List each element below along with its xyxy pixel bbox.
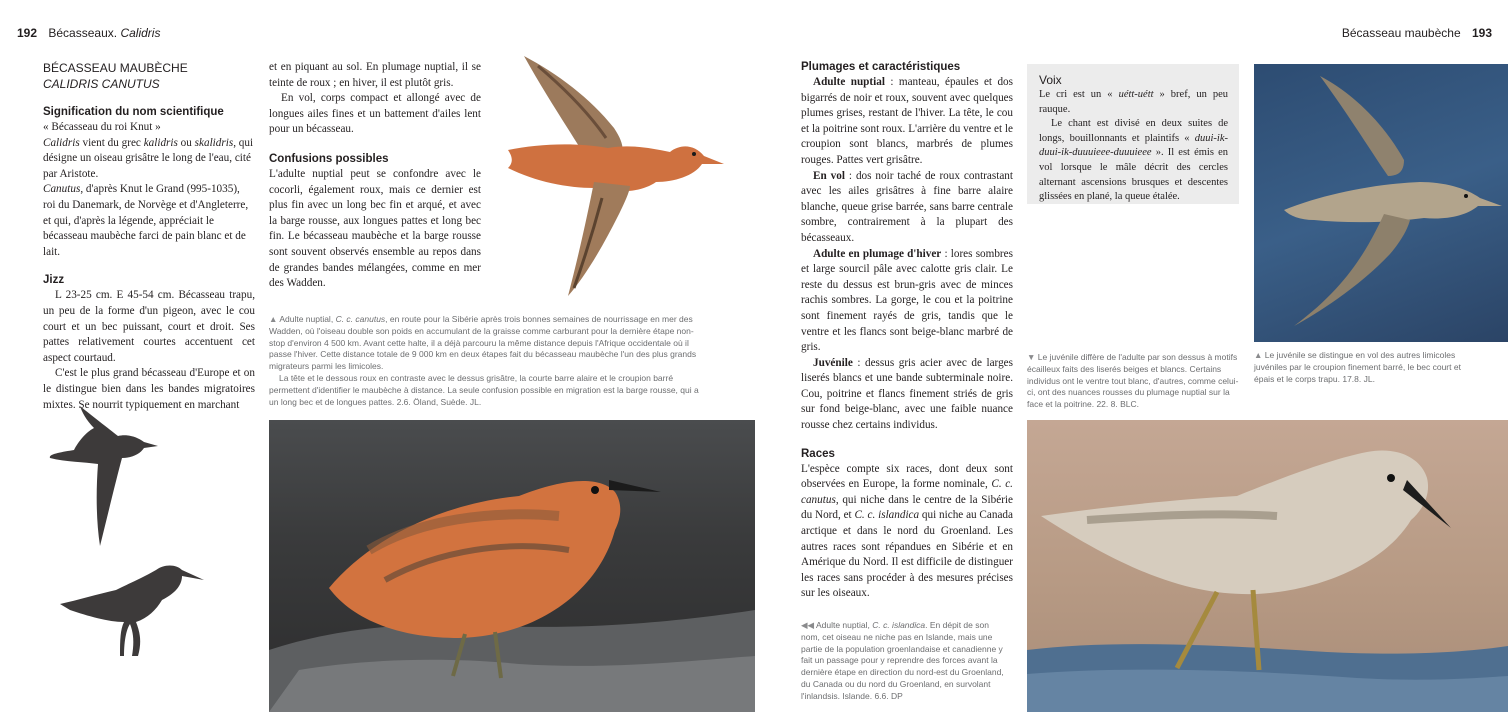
races-heading: Races — [801, 447, 835, 460]
voix-heading: Voix — [1039, 73, 1062, 87]
left-running-title: Bécasseaux. — [48, 26, 118, 40]
islandica-caption: ◀◀ Adulte nuptial, C. c. islandica. En dépit de son nom, cet oiseau ne niche pas en Islande, mais une partie de la population groenlandaise et canadienne y fait un passage pour y reprendre des forces avant la dernière étape en direction du nord-est du Groenland, du Canada ou du nord du Groenland, en survolant l'inlandsis. Islande. 6.6. DP — [801, 620, 1004, 701]
jizz-p2: C'est le plus grand bécasseau d'Europe et on le distingue bien dans les bandes migratoires mixtes. Se nourrit typiquement en marchant — [43, 367, 255, 411]
jizz-continued — [269, 60, 481, 138]
right-running-title: Bécasseau maubèche — [1341, 26, 1461, 40]
second-column — [269, 60, 481, 292]
left-page-header — [17, 26, 160, 40]
voix-text: Le cri est un « uétt-uétt » bref, un peu rauque. Le chant est divisé en deux suites de longs, bouillonnants et plaintifs « duui-ik-duui-ik-duuuieee-duuuieee ». Il est émis en vol lorsque le mâle décrit des cercles alternant ascensions brusques et descentes glissées en plané, la queue étalée. — [1039, 89, 1228, 203]
species-latin: CALIDRIS CANUTUS — [43, 77, 160, 91]
jizz-p4: En vol, corps compact et allongé avec de longues ailes fines et un battement d'ailes lent pour un bécasseau. — [269, 92, 481, 136]
plumages-heading: Plumages et caractéristiques — [801, 61, 961, 73]
meaning-canutus: Canutus, d'après Knut le Grand (995-1035), roi du Danemark, de Norvège et d'Angleterre, et qui, d'après la légende, appréciait le bécasseau maubèche farci de pain blanc et de lait. — [43, 183, 249, 258]
left-column — [43, 60, 255, 413]
jizz-p1: L 23-25 cm. E 45-54 cm. Bécasseau trapu, un peu de la forme d'un pigeon, avec le cou court et un bec puissant, court et droit. Ses pattes relativement courtes accentuent cet aspect courtaud. — [43, 289, 255, 364]
right-page-header — [1342, 26, 1492, 40]
flying-adult-photo — [498, 52, 728, 300]
meaning-line1: « Bécasseau du roi Knut » — [43, 121, 161, 133]
standing-silhouette-icon — [58, 560, 208, 660]
juvenile-flight-photo — [1254, 64, 1508, 342]
meaning-heading: Signification du nom scientifique — [43, 106, 224, 118]
plumage-adult-nuptial: Adulte nuptial : manteau, épaules et dos bigarrés de noir et roux, souvent avec quelques plumes grises, restant de l'hiver. La tête, le cou et la poitrine sont roux. L'arrière du ventre et le croupion sont blancs, marbrés de plumes rouges. Pattes vert grisâtre. — [801, 76, 1013, 166]
plumage-hiver: Adulte en plumage d'hiver : lores sombres et large sourcil pâle avec calotte gris clair. Le reste du dessus est brun-gris avec de minces rachis sombres. La gorge, le cou et la poitrine sont finement rayés de gris, tandis que le ventre et les flancs sont beige-blanc marbré de gris. — [801, 247, 1013, 354]
races-text: L'espèce compte six races, dont deux sont observées en Europe, la forme nominale, C. c. canutus, qui niche dans le centre de la Sibérie du Nord, et C. c. islandica qui niche au Canada arctique et dans le nord du Groenland. Les autres races sont répandues en Sibérie et en Amérique du Nord. Il est difficile de distinguer les races sans procéder à des mesures précises sur les oiseaux. — [801, 462, 1013, 600]
meaning-calidris: Calidris vient du grec kalidris ou skalidris, qui désigne un oiseau grisâtre le long de l'eau, cité par Aristote. — [43, 136, 254, 180]
third-column — [801, 60, 1013, 703]
jizz-text — [43, 288, 255, 413]
plumage-en-vol: En vol : dos noir taché de roux contrastant avec les ailes grisâtres à fine barre alaire blanche, queue grise barrée, sans barre centrale sombre, contrairement à la plupart des bécasseaux. — [801, 169, 1013, 244]
jizz-p3: et en piquant au sol. En plumage nuptial, il se teinte de roux ; en hiver, il est plutôt gris. — [269, 61, 481, 89]
right-page-number: 193 — [1471, 26, 1492, 40]
confusions-text: L'adulte nuptial peut se confondre avec le cocorli, également roux, mais ce dernier est plus fin avec un long bec fin et arqué, et avec la barge rousse, aux longues pattes et long bec fin. Le bécasseau maubèche et la barge rousse sont souvent observés ensemble au repos dans de grandes bandes mélangées, comme en mer des Wadden. — [269, 167, 481, 290]
juvenile-standing-caption: ▼ Le juvénile diffère de l'adulte par son dessus à motifs écailleux faits des liserés beiges et blancs. Certains individus ont le ventre tout blanc, d'autres, comme celui-ci, ont des nuances rousses du plumage nuptial sur la face et la poitrine. 22. 8. BLC. — [1027, 352, 1239, 410]
species-name: BÉCASSEAU MAUBÈCHE — [43, 61, 188, 75]
standing-adult-photo — [269, 420, 755, 712]
meaning-text — [43, 120, 255, 260]
jizz-heading: Jizz — [43, 274, 65, 287]
main-caption: ▲ Adulte nuptial, C. c. canutus, en route pour la Sibérie après trois bonnes semaines de nourrissage en mer des Wadden, où l'oiseau double son poids en accumulant de la graisse comme carburant pour la dernière étape non-stop d'environ 4 500 km. Avant cette halte, il a déjà parcouru la même distance depuis l'Afrique occidentale où il passe l'hiver. Cette distance totale de 9 000 km en deux étapes fait du bécasseau maubèche l'un des plus grands migrateurs parmi les limicoles. La tête et le dessous roux en contraste avec le dessus grisâtre, la courte barre alaire et le croupion barré permettent d'identifier le maubèche à distance. La seule confusion possible en migration est la barge rousse, qui a un long bec et de longues pattes. 2.6. Öland, Suède. JL. — [269, 314, 699, 407]
flying-silhouette-icon — [44, 402, 164, 552]
juvenile-standing-photo — [1027, 420, 1508, 712]
left-running-genus: Calidris — [120, 26, 161, 40]
confusions-heading: Confusions possibles — [269, 152, 389, 165]
plumage-juvenile: Juvénile : dessus gris acier avec de larges liserés blancs et une bande subterminale noire. Cou, poitrine et flancs finement striés de gris sur fond beige-blanc, avec une faible nuance rousse chez certains individus. — [801, 356, 1013, 432]
juvenile-flight-caption: ▲ Le juvénile se distingue en vol des autres limicoles juvéniles par le croupion finement barré, le bec court et épais et le corps trapu. 17.8. JL. — [1254, 350, 1461, 384]
plumages-text — [801, 75, 1013, 434]
voix-box — [1027, 64, 1239, 204]
left-page-number: 192 — [17, 26, 38, 40]
